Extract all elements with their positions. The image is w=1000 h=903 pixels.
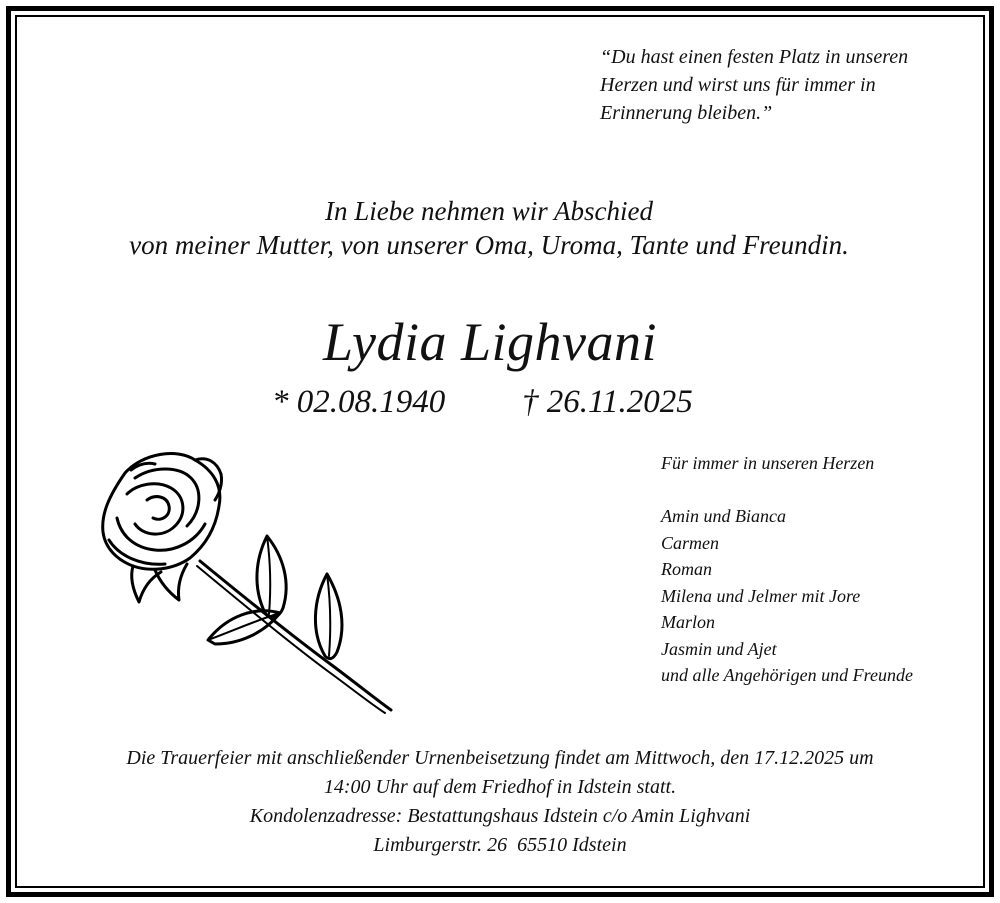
mourner-name: Jasmin und Ajet (661, 638, 777, 659)
spacer (661, 477, 913, 504)
ceremony-details (0, 744, 1000, 860)
mourner-name: Carmen (661, 532, 719, 553)
mourner-name: Amin und Bianca (661, 506, 786, 526)
farewell-intro (0, 194, 1000, 262)
deceased-name: Lydia Lighvani (323, 312, 657, 372)
mourner-name: Marlon (661, 612, 715, 632)
mourner-name: Milena und Jelmer mit Jore (661, 585, 861, 606)
ceremony-line: 14:00 Uhr auf dem Friedhof in Idstein statt. (323, 776, 677, 798)
ceremony-line: Die Trauerfeier mit anschließender Urnenbeisetzung findet am Mittwoch, den 17.12.2025 um (126, 747, 874, 769)
mourner-name: Roman (661, 559, 712, 579)
intro-line-2: von meiner Mutter, von unserer Oma, Uroma, Tante und Freundin. (129, 230, 849, 260)
condolence-street: Limburgerstr. 26 65510 Idstein (373, 834, 627, 856)
memorial-quote (600, 43, 980, 127)
quote-line: “Du hast einen festen Platz in unseren (600, 46, 909, 68)
quote-line: Herzen und wirst uns für immer in (600, 74, 876, 96)
mourners-heading: Für immer in unseren Herzen (661, 453, 875, 473)
intro-line-1: In Liebe nehmen wir Abschied (325, 196, 653, 226)
rose-icon (95, 448, 400, 718)
mourners-list (661, 450, 913, 689)
birth-date: * 02.08.1940 (272, 384, 446, 420)
condolence-address: Kondolenzadresse: Bestattungshaus Idstein c/o Amin Lighvani (249, 805, 751, 827)
mourner-name: und alle Angehörigen und Freunde (661, 665, 913, 685)
death-date: † 26.11.2025 (522, 384, 693, 420)
quote-line: Erinnerung bleiben.” (600, 102, 773, 124)
